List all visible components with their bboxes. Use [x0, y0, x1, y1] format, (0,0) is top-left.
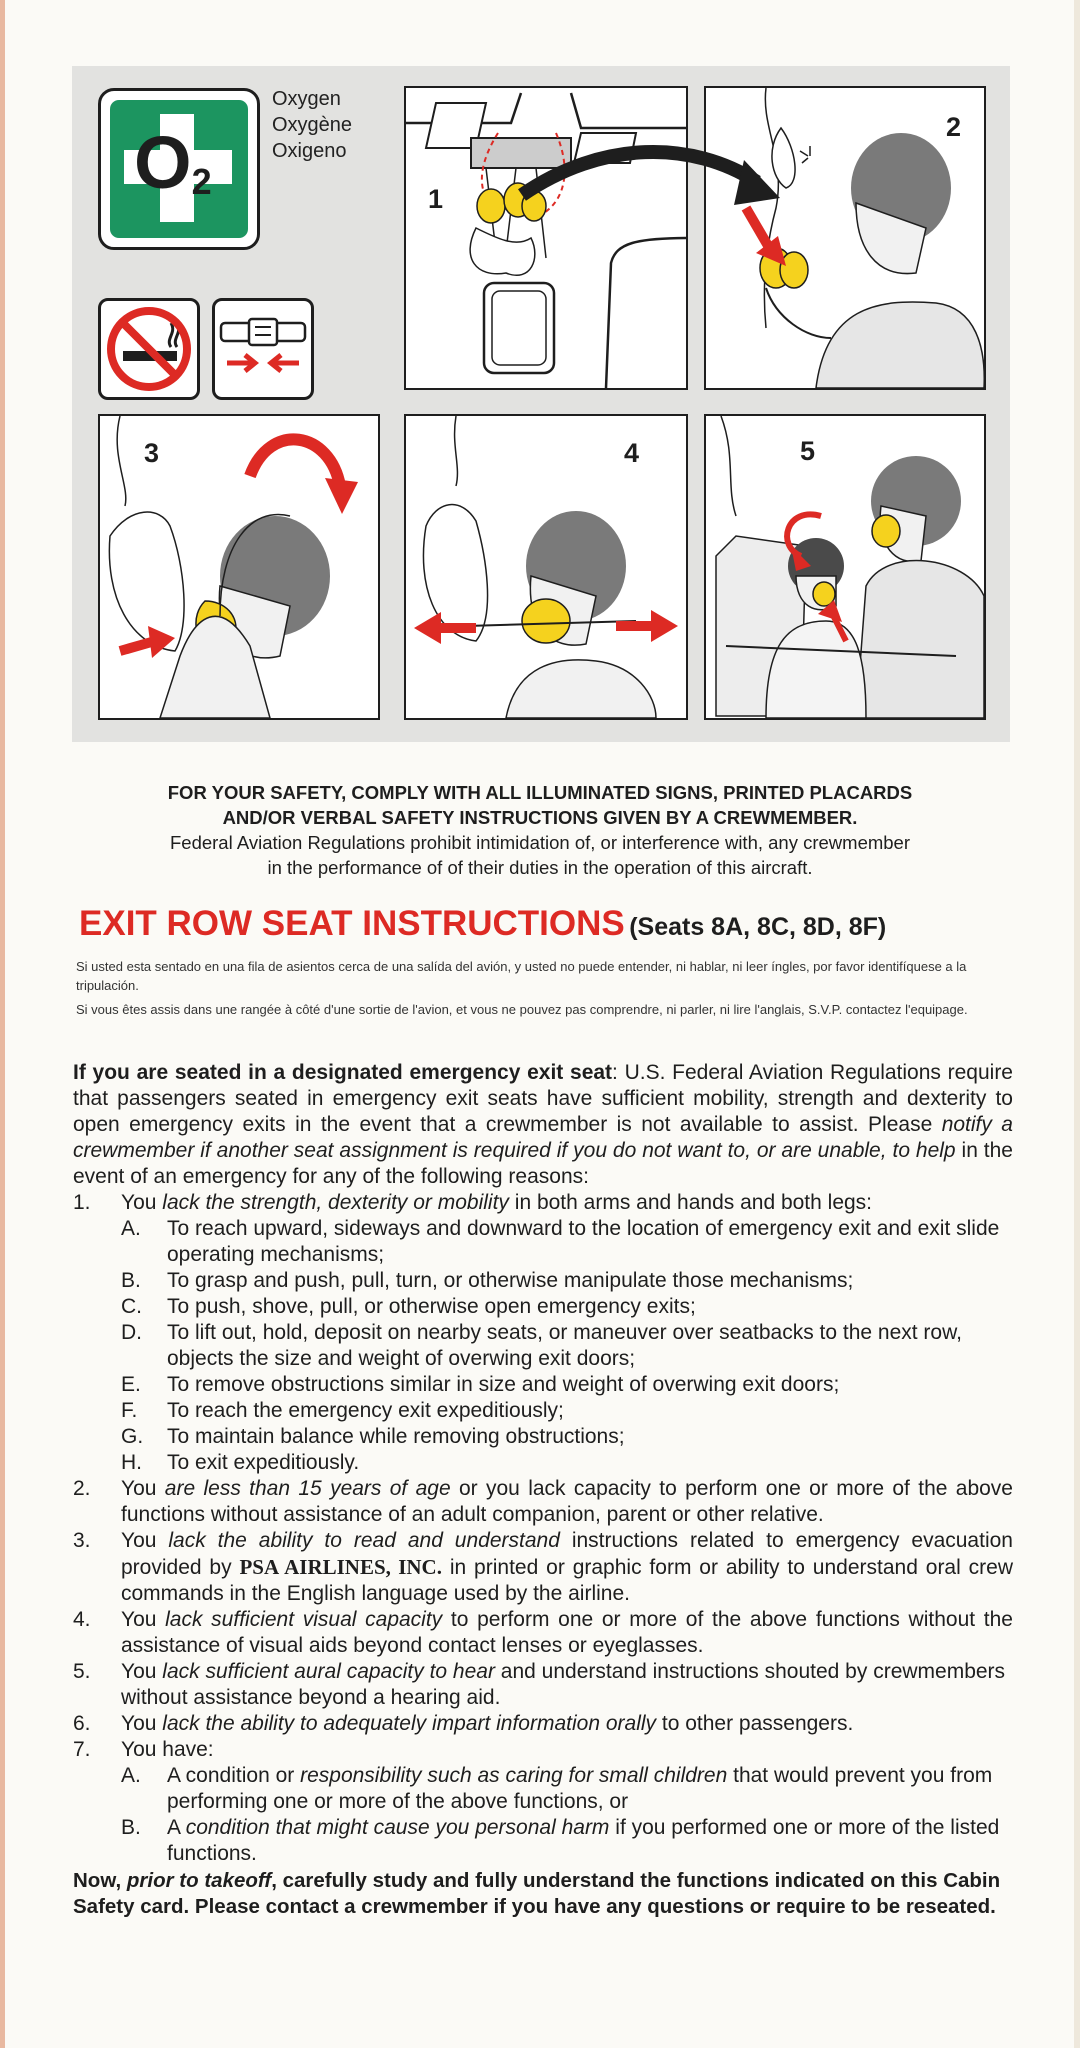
- faa-notice-line: Federal Aviation Regulations prohibit intimidation of, or interference with, any crewmember: [169, 832, 911, 853]
- panel-3: [98, 414, 380, 720]
- oxygen-symbol: $O_2$: [134, 121, 212, 204]
- panel-number: 2: [946, 112, 962, 142]
- intro-paragraph: If you are seated in a designated emergency exit seat: U.S. Federal Aviation Regulations require that passengers seated in emergency exit seats have sufficient mobility, strength and dexterity to open emergency exits in the event that a crewmember is not available to assist. Please notify a crewmember if another seat assignment is required if you do not want to, or are unable, to help in the event of an emergency for any of the following reasons:: [73, 1061, 1013, 1188]
- page-edge-right: [1074, 0, 1080, 2048]
- oxygen-mask-illustration: [72, 66, 1010, 742]
- company-name: PSA AIRLINES, INC.: [239, 1555, 442, 1579]
- oxygen-labels: Oxygen Oxygène Oxigeno: [272, 88, 353, 162]
- sub-list: [121, 1763, 1013, 1867]
- sub-list-item: B. A condition that might cause you personal harm if you performed one or more of the listed functions.: [121, 1816, 1000, 1865]
- exit-row-heading: [79, 904, 886, 944]
- panel-5: [704, 414, 986, 720]
- panel-number: 1: [428, 184, 444, 214]
- no-smoking-icon: [98, 298, 200, 400]
- list-item: 6. You lack the ability to adequately impart information orally to other passengers.: [73, 1712, 854, 1735]
- final-instruction: Now, prior to takeoff, carefully study and fully understand the functions indicated on this Cabin Safety card. Please contact a crewmember if you have any questions or require to be reseated.: [73, 1869, 1001, 1918]
- panel-number: 4: [624, 438, 640, 468]
- oxygen-sign: [98, 88, 260, 250]
- safety-notice: [90, 780, 990, 880]
- spanish-notice: Si usted esta sentado en una fila de asientos cerca de una salída del avión, y usted no puede entender, ni hablar, ni leer íngles, por favor identifíquese a la tripulación.: [76, 959, 967, 993]
- list-item: 2. You are less than 15 years of age or you lack capacity to perform one or more of the above functions without assistance of an adult companion, parent or other relative.: [73, 1477, 1013, 1526]
- french-notice: Si vous êtes assis dans une rangée à côté d'une sortie de l'avion, et vous ne pouvez pas comprendre, ni parler, ni lire l'anglais, S.V.P. contactez l'equipage.: [76, 1002, 968, 1017]
- requirements-list: [73, 1190, 1013, 1867]
- list-item: 3. You lack the ability to read and understand instructions related to emergency evacuation provided by PSA AIRLINES, INC. in printed or graphic form or ability to understand oral crew commands in the English language used by the airline.: [73, 1529, 1013, 1605]
- sub-list-item: H. To exit expeditiously.: [121, 1451, 360, 1474]
- list-item: 4. You lack sufficient visual capacity to perform one or more of the above functions without the assistance of visual aids beyond contact lenses or eyeglasses.: [73, 1608, 1013, 1657]
- list-item: 1. You lack the strength, dexterity or mobility in both arms and hands and both legs: A. To reach upward, sideways and downward to the location of emergency exit and exit slide operating mechanisms; B. To grasp and push, pull, turn, or otherwise manipulate those mechanisms; C. To push, shove, pull, or otherwise open emergency exits; D. To lift out, hold, deposit on nearby seats, or maneuver over seatbacks to the next row, objects the size and weight of overwing exit doors; E. To remove obstructions similar in size and weight of overwing exit doors; F. To reach the emergency exit expeditiously; G. To maintain balance while removing obstructions; H. To exit expeditiously.: [73, 1190, 1013, 1476]
- exit-row-seats: (Seats 8A, 8C, 8D, 8F): [629, 913, 887, 941]
- list-item: 5. You lack sufficient aural capacity to hear and understand instructions shouted by crewmembers without assistance beyond a hearing aid.: [73, 1660, 1006, 1709]
- faa-notice-line: in the performance of of their duties in the operation of this aircraft.: [267, 857, 813, 878]
- sub-list: [121, 1216, 1013, 1476]
- page-edge-left: [0, 0, 5, 2048]
- sub-list-item: E. To remove obstructions similar in size and weight of overwing exit doors;: [121, 1373, 840, 1396]
- sub-list-item: A. To reach upward, sideways and downward to the location of emergency exit and exit slide operating mechanisms;: [121, 1217, 1000, 1266]
- panel-4: [404, 414, 688, 720]
- safety-notice-line: AND/OR VERBAL SAFETY INSTRUCTIONS GIVEN BY A CREWMEMBER.: [222, 807, 858, 828]
- pull-arrow: [512, 100, 812, 220]
- sub-list-item: D. To lift out, hold, deposit on nearby seats, or maneuver over seatbacks to the next row, objects the size and weight of overwing exit doors;: [121, 1321, 962, 1370]
- sub-list-item: G. To maintain balance while removing obstructions;: [121, 1425, 625, 1448]
- exit-row-title: EXIT ROW SEAT INSTRUCTIONS: [79, 904, 625, 943]
- panel-number: 3: [144, 438, 160, 468]
- seatbelt-icon: [212, 298, 314, 400]
- exit-row-instructions: [73, 1060, 1013, 1920]
- panel-number: 5: [800, 436, 816, 466]
- list-item: 7. You have: A. A condition or responsibility such as caring for small children that would prevent you from performing one or more of the above functions, or B. A condition that might cause you personal harm if you performed one or more of the listed functions.: [73, 1737, 1013, 1867]
- sub-list-item: A. A condition or responsibility such as caring for small children that would prevent you from performing one or more of the above functions, or: [121, 1764, 993, 1813]
- safety-notice-line: FOR YOUR SAFETY, COMPLY WITH ALL ILLUMINATED SIGNS, PRINTED PLACARDS: [167, 782, 913, 803]
- sub-list-item: B. To grasp and push, pull, turn, or otherwise manipulate those mechanisms;: [121, 1269, 854, 1292]
- sub-list-item: F. To reach the emergency exit expeditiously;: [121, 1399, 564, 1422]
- sub-list-item: C. To push, shove, pull, or otherwise open emergency exits;: [121, 1295, 696, 1318]
